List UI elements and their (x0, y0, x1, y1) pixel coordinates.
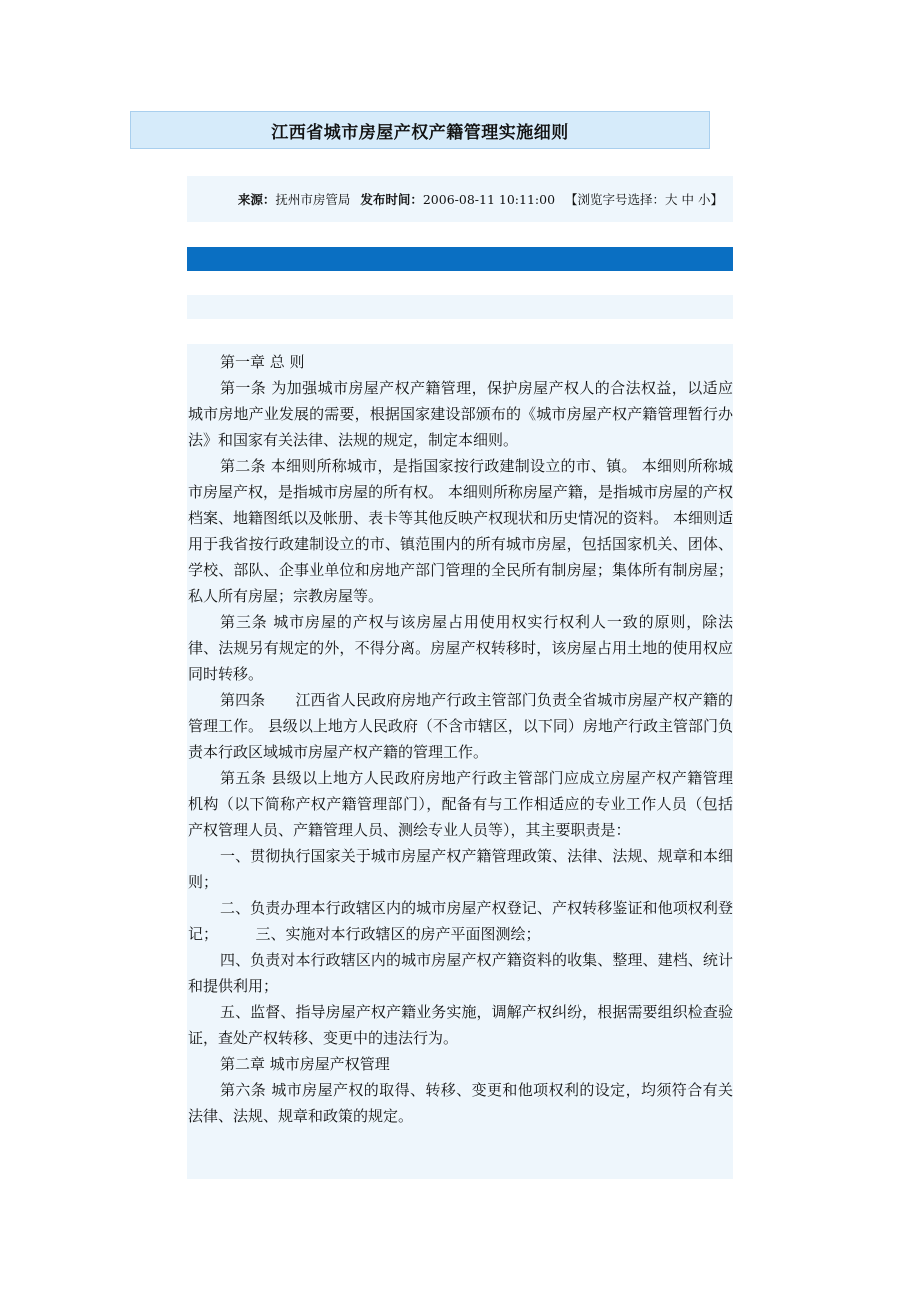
source-label: 来源： (237, 192, 276, 207)
article-paragraph: 第一条 为加强城市房屋产权产籍管理，保护房屋产权人的合法权益，以适应城市房地产业发展的需要，根据国家建设部颁布的《城市房屋产权产籍管理暂行办法》和国家有关法律、法规的规定，制定本细则。 (188, 379, 733, 449)
blue-divider-bar (187, 247, 733, 271)
article-paragraph: 第五条 县级以上地方人民政府房地产行政主管部门应成立房屋产权产籍管理机构（以下简称产权产籍管理部门），配备有与工作相适应的专业工作人员（包括产权管理人员、产籍管理人员、测绘专业人员等），其主要职责是： (188, 769, 733, 839)
article-body (187, 344, 733, 1179)
article-paragraph: 第二条 本细则所称城市，是指国家按行政建制设立的市、镇。 本细则所称城市房屋产权，是指城市房屋的所有权。 本细则所称房屋产籍，是指城市房屋的产权档案、地籍图纸以及帐册、表卡等其他反映产权现状和历史情况的资料。 本细则适用于我省按行政建制设立的市、镇范围内的所有城市房屋，包括国家机关、团体、学校、部队、企事业单位和房地产部门管理的全民所有制房屋；集体所有制房屋；私人所有房屋；宗教房屋等。 (188, 457, 733, 605)
pale-divider-bar (187, 295, 733, 319)
article-paragraph: 四、负责对本行政辖区内的城市房屋产权产籍资料的收集、整理、建档、统计和提供利用； (188, 951, 733, 995)
article-paragraph: 第四条 江西省人民政府房地产行政主管部门负责全省城市房屋产权产籍的管理工作。 县级以上地方人民政府（不含市辖区，以下同）房地产行政主管部门负责本行政区域城市房屋产权产籍的管理工作。 (188, 691, 733, 761)
article-meta-bar (187, 176, 733, 222)
chapter-heading: 第一章 总 则 (220, 353, 305, 371)
article-title: 江西省城市房屋产权产籍管理实施细则 (271, 122, 569, 143)
article-paragraph: 第六条 城市房屋产权的取得、转移、变更和他项权利的设定，均须符合有关法律、法规、规章和政策的规定。 (188, 1081, 733, 1125)
font-size-selector[interactable]: 【浏览字号选择：大 中 小】 (565, 192, 723, 207)
publish-time-label: 发布时间： (360, 192, 423, 207)
article-paragraph: 一、贯彻执行国家关于城市房屋产权产籍管理政策、法律、法规、规章和本细则； (188, 847, 733, 891)
article-paragraph: 五、监督、指导房屋产权产籍业务实施，调解产权纠纷，根据需要组织检查验证，查处产权转移、变更中的违法行为。 (188, 1003, 733, 1047)
article-body-inner (187, 344, 733, 1129)
article-title-box (130, 111, 710, 149)
article-paragraph: 二、负责办理本行政辖区内的城市房屋产权登记、产权转移鉴证和他项权利登记； 三、实施对本行政辖区的房产平面图测绘； (188, 899, 733, 943)
article-paragraph: 第三条 城市房屋的产权与该房屋占用使用权实行权利人一致的原则，除法律、法规另有规定的外，不得分离。房屋产权转移时，该房屋占用土地的使用权应同时转移。 (188, 613, 733, 683)
publish-time-value: 2006-08-11 10:11:00 (422, 191, 556, 207)
chapter-heading: 第二章 城市房屋产权管理 (220, 1055, 390, 1073)
source-value: 抚州市房管局 (275, 192, 351, 207)
